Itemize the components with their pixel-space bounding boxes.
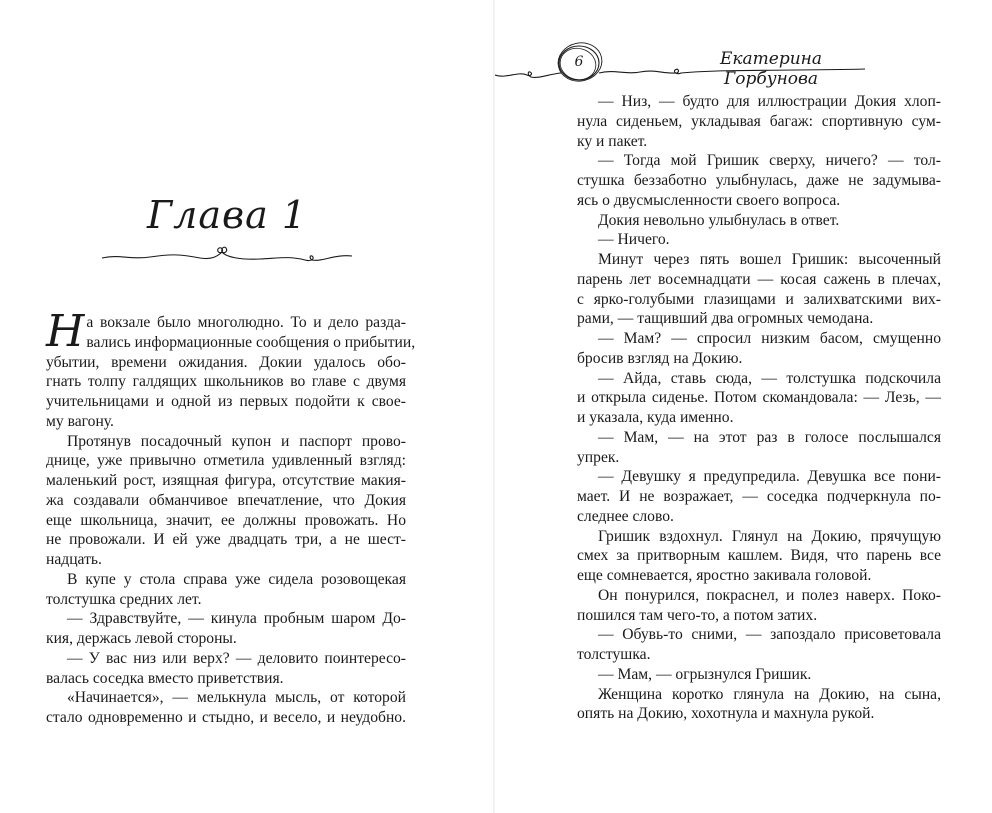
author-name: Екатерина Горбунова bbox=[719, 49, 823, 89]
text-line: не провожали. И ей уже двадцать три, а не шест- bbox=[46, 531, 406, 549]
text-line: толстушка средних лет. bbox=[46, 590, 202, 608]
text-line: кия, держась левой стороны. bbox=[46, 630, 237, 647]
text-line: а вокзале было многолюдно. То и дело разда- bbox=[86, 314, 406, 331]
paragraph bbox=[577, 428, 941, 468]
text-line: надцать. bbox=[46, 551, 102, 568]
text-line: опять на Докию, хохотнула и махнула рукой. bbox=[577, 705, 875, 723]
text-line: валась соседка вместо приветствия. bbox=[46, 669, 284, 687]
text-line: гнать толпу галдящих школьников во главе с двумя bbox=[46, 373, 406, 391]
text-line: смех за притворным кашлем. Видя, что парень все bbox=[577, 547, 941, 565]
text-line: — Тогда мой Гришик сверху, ничего? — тол- bbox=[598, 152, 941, 170]
text-line: еще сомневается, яростно закивала головой. bbox=[577, 567, 872, 584]
text-line: — Здравствуйте, — кинула пробным шаром До- bbox=[67, 610, 406, 628]
text-line: — Айда, ставь сюда, — толстушка подскочила bbox=[598, 369, 941, 387]
paragraph bbox=[577, 329, 941, 369]
text-line: ку и пакет. bbox=[577, 132, 648, 150]
text-line: ясь о двусмысленности своего вопроса. bbox=[577, 191, 841, 209]
text-line: еще школьница, значит, ее должны провожать. Но bbox=[46, 511, 406, 529]
text-line: — Ничего. bbox=[598, 231, 670, 249]
text-line: пошился там чего-то, а потом затих. bbox=[577, 606, 818, 624]
text-line: упрек. bbox=[577, 448, 620, 466]
paragraph bbox=[577, 625, 941, 665]
text-line: днице, уже привычно отметила удивленный взгляд: bbox=[46, 452, 406, 470]
paragraph bbox=[577, 211, 941, 231]
paragraph bbox=[46, 432, 406, 570]
text-line: нула сиденьем, укладывая багаж: спортивную сум- bbox=[577, 112, 941, 130]
text-line: маленький рост, изящная фигура, отсутствие макия- bbox=[46, 472, 406, 489]
paragraph bbox=[46, 570, 406, 610]
text-line: парень лет восемнадцати — косая сажень в плечах, bbox=[577, 270, 941, 288]
text-line: — У вас низ или верх? — деловито поинтересо- bbox=[67, 649, 406, 667]
dropcap: Н bbox=[46, 306, 85, 357]
chapter-title: Глава 1 bbox=[146, 193, 308, 237]
right-page bbox=[495, 0, 992, 813]
text-line: стало одновременно и стыдно, и весело, и неудобно. bbox=[46, 709, 406, 726]
text-line: стушка беззаботно улыбнулась, даже не задумыва- bbox=[577, 172, 941, 189]
paragraph bbox=[46, 688, 406, 728]
text-line: жа создавали обманчивое впечатление, что Докия bbox=[46, 491, 406, 509]
left-page bbox=[0, 0, 494, 813]
text-line: толстушка. bbox=[577, 646, 651, 663]
text-line: В купе у стола справа уже сидела розовощекая bbox=[67, 570, 406, 588]
text-line: с ярко-голубыми глазищами и залихватскими вих- bbox=[577, 290, 941, 308]
paragraph bbox=[577, 665, 941, 685]
text-line: — Мам? — спросил низким басом, смущенно bbox=[598, 330, 941, 347]
text-line: Женщина коротко глянула на Докию, на сына, bbox=[598, 685, 941, 703]
text-line: учительницами и одной из первых подойти к свое- bbox=[46, 393, 406, 410]
text-line: убытии, времени ожидания. Докии удалось обо- bbox=[46, 353, 406, 371]
text-line: Докия невольно улыбнулась в ответ. bbox=[598, 211, 840, 229]
text-line: Гришик вздохнул. Глянул на Докию, прячущую bbox=[598, 527, 941, 545]
paragraph bbox=[577, 250, 941, 329]
text-line: — Обувь-то сними, — запоздало присоветовала bbox=[598, 626, 941, 644]
paragraph bbox=[577, 151, 941, 210]
text-line: — Мам, — на этот раз в голосе послышался bbox=[598, 428, 941, 446]
paragraph bbox=[46, 609, 406, 649]
text-line: — Девушку я предупредила. Девушка все пони- bbox=[598, 468, 941, 486]
paragraph bbox=[577, 685, 941, 725]
heart-flourish-icon bbox=[100, 240, 354, 270]
text-line: Он понурился, покраснел, и полез наверх. Поко- bbox=[598, 586, 941, 604]
text-line: следнее слово. bbox=[577, 507, 674, 525]
running-header bbox=[495, 35, 992, 89]
text-line: вались информационные сообщения о прибытии, bbox=[86, 333, 416, 351]
paragraph bbox=[577, 467, 941, 526]
page-number: 6 bbox=[574, 54, 584, 70]
text-line: мает. И не возражает, — соседка подчеркнула по- bbox=[577, 488, 941, 505]
text-line: му вагону. bbox=[46, 412, 114, 430]
text-line: Протянув посадочный купон и паспорт прово- bbox=[67, 432, 406, 450]
text-line: и указала, куда именно. bbox=[577, 409, 734, 426]
paragraph bbox=[577, 369, 941, 428]
text-line: — Низ, — будто для иллюстрации Докия хлоп- bbox=[598, 93, 941, 110]
right-page-text bbox=[577, 92, 941, 724]
text-line: бросив взгляд на Докию. bbox=[577, 349, 743, 367]
text-line: «Начинается», — мелькнула мысль, от которой bbox=[67, 689, 406, 707]
paragraph bbox=[577, 586, 941, 626]
text-line: — Мам, — огрызнулся Гришик. bbox=[598, 665, 812, 683]
paragraph bbox=[577, 230, 941, 250]
text-line: рами, — тащивший два огромных чемодана. bbox=[577, 310, 874, 328]
paragraph bbox=[46, 649, 406, 689]
paragraph bbox=[577, 527, 941, 586]
paragraph bbox=[46, 306, 416, 432]
text-line: Минут через пять вошел Гришик: высоченный bbox=[598, 251, 941, 268]
text-line: и открыла сиденье. Потом скомандовала: — Лезь, — bbox=[577, 389, 941, 407]
left-page-text bbox=[46, 306, 416, 728]
paragraph bbox=[577, 92, 941, 151]
